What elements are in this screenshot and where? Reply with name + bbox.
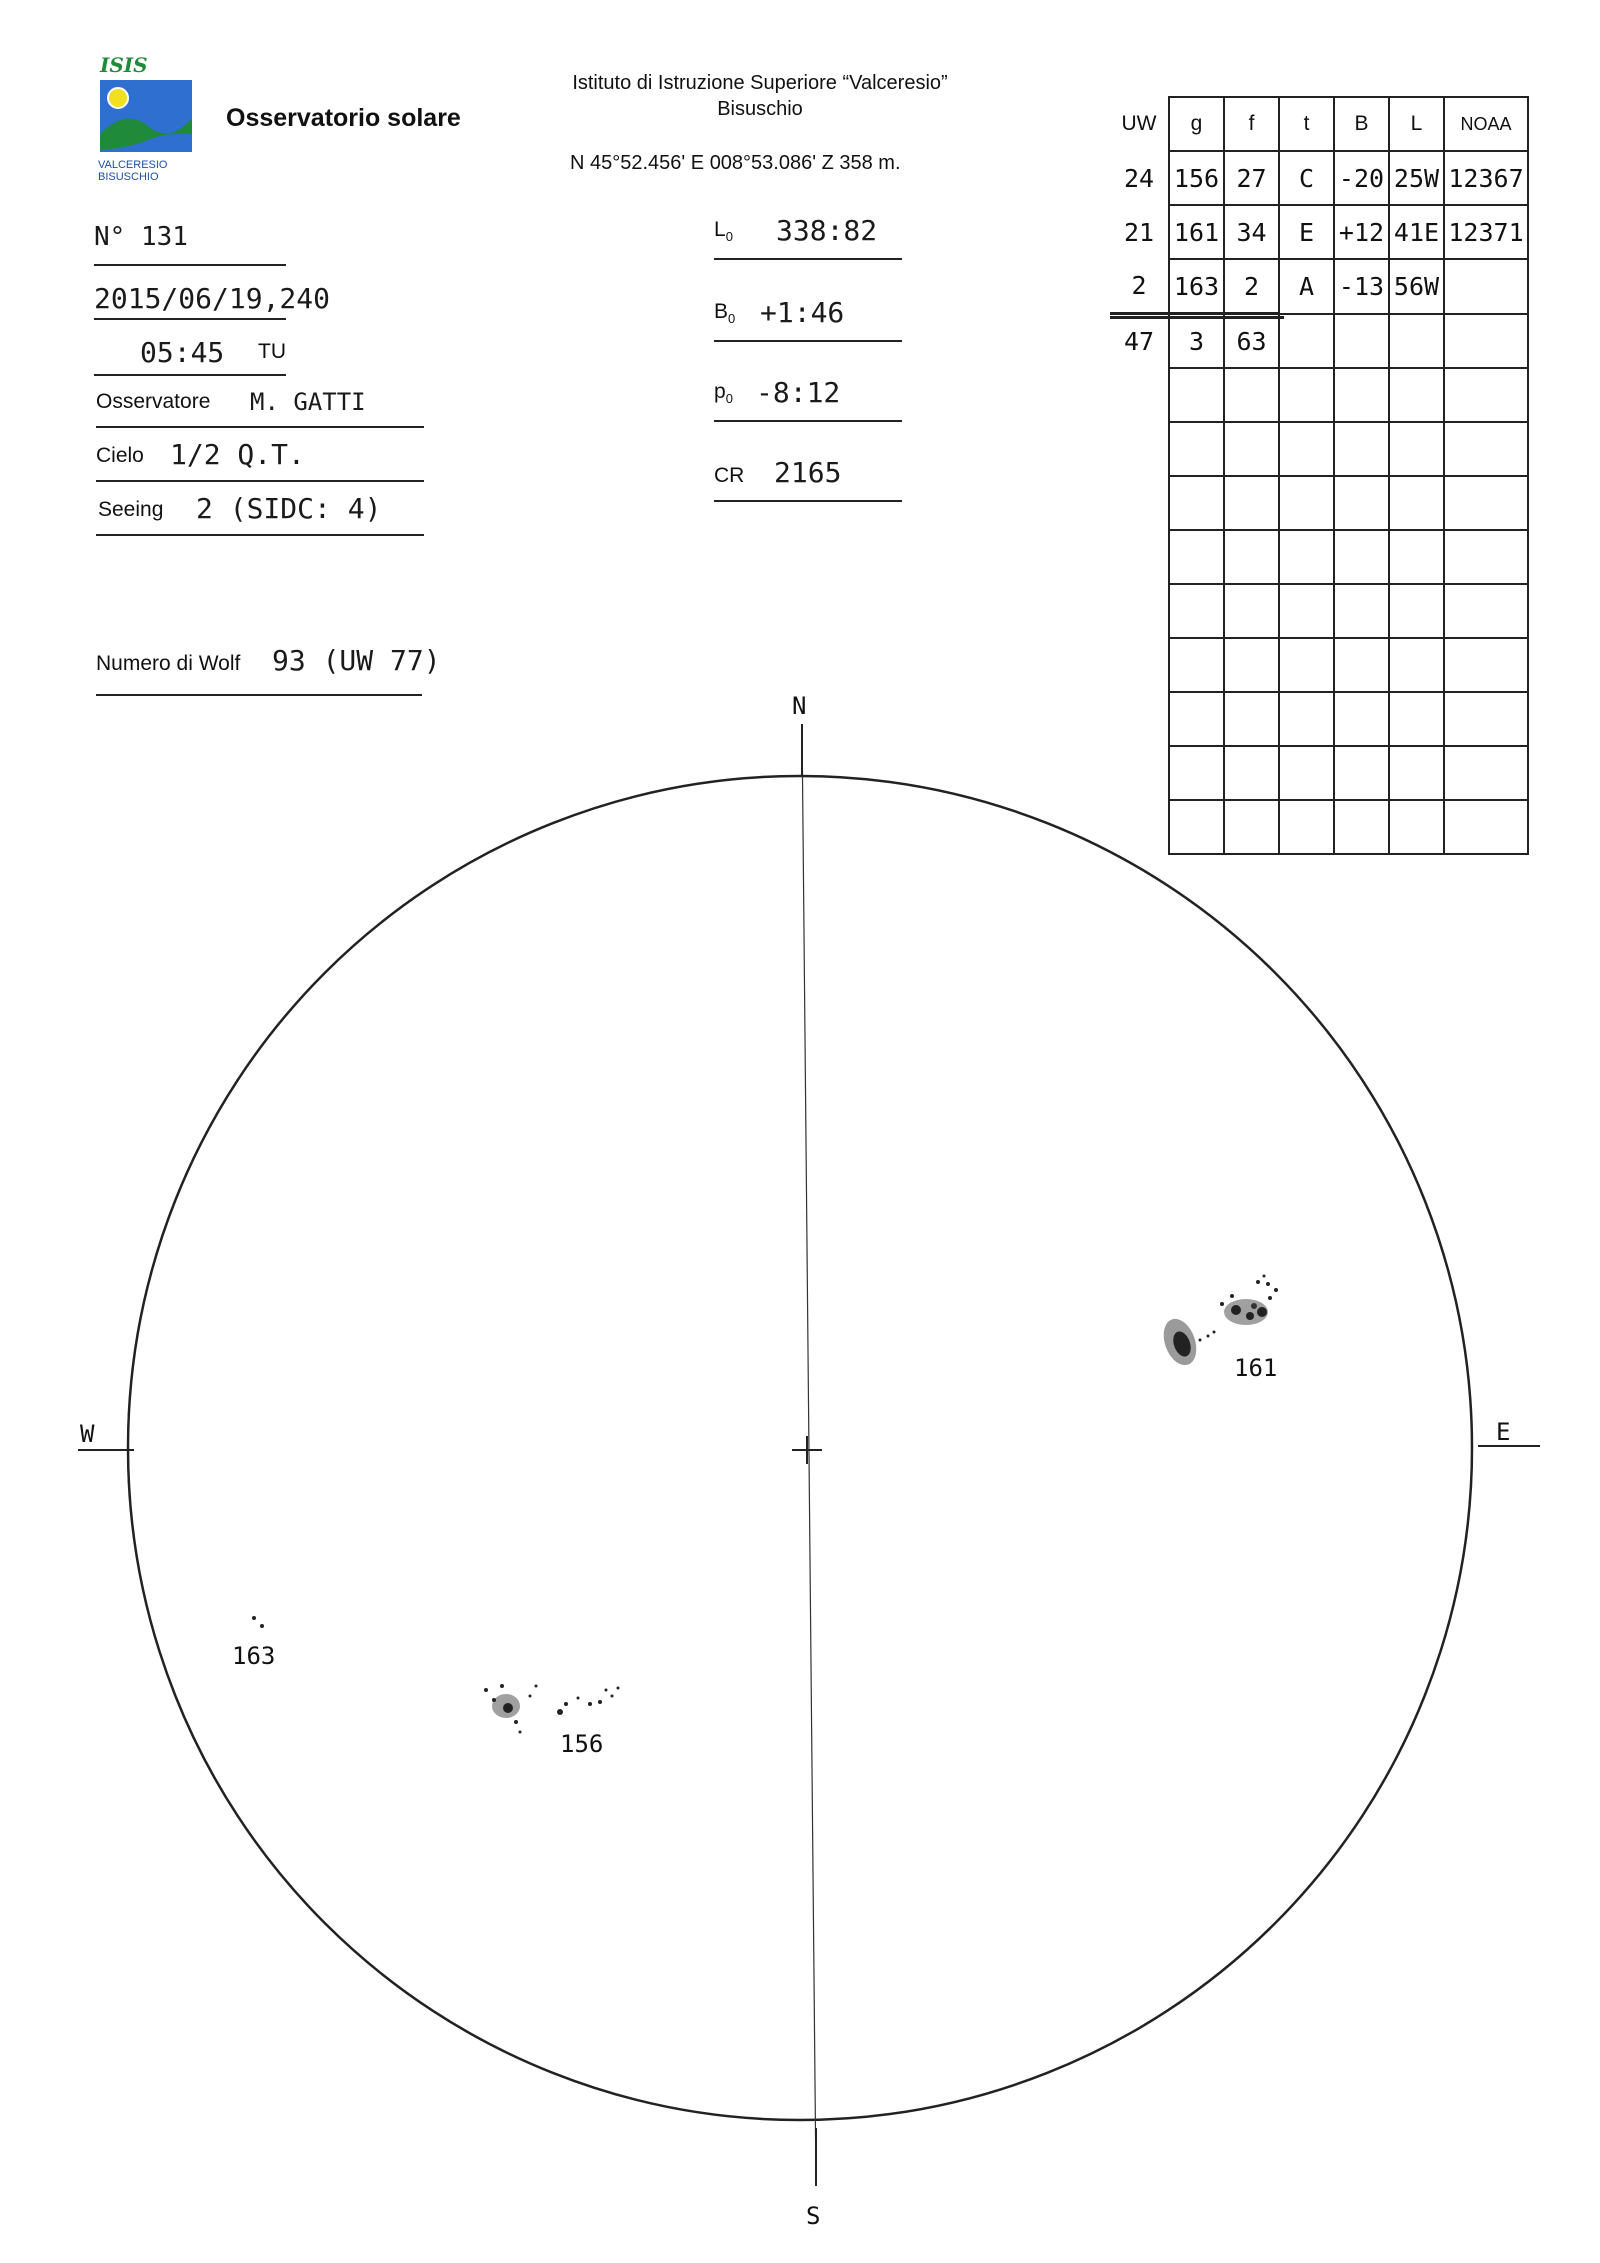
solar-limb-circle [128, 776, 1472, 2120]
observer-label: Osservatore [96, 390, 211, 413]
header-uw: UW [1121, 112, 1157, 135]
l0-label: $L_0$ [714, 218, 733, 245]
cell-group: 161 [1169, 205, 1224, 259]
east-label: E [1496, 1418, 1511, 1446]
cell-type: C [1279, 151, 1334, 205]
total-uw: 47 [1110, 314, 1169, 369]
observer-value: M. GATTI [250, 388, 366, 416]
p0-label: $p_0$ [714, 380, 733, 407]
header-g: g [1169, 97, 1224, 151]
carrington-rotation-value: 2165 [774, 456, 842, 489]
b0-value: +1:46 [760, 296, 845, 329]
observation-date: 2015/06/19,240 [94, 282, 331, 315]
north-south-axis [802, 724, 816, 2186]
cell-group: 156 [1169, 151, 1224, 205]
time-unit: TU [258, 340, 286, 363]
cell-uw: 2 [1131, 271, 1147, 300]
group-label-156: 156 [560, 1730, 604, 1758]
total-spots: 63 [1224, 314, 1279, 369]
observatory-coordinates: N 45°52.456' E 008°53.086' Z 358 m. [570, 152, 901, 174]
header-noaa: NOAA [1444, 97, 1528, 151]
cell-latitude: -20 [1334, 151, 1389, 205]
cell-type: E [1279, 205, 1334, 259]
cell-noaa: 12367 [1444, 151, 1528, 205]
cell-longitude: 41E [1389, 205, 1444, 259]
cell-latitude: -13 [1334, 259, 1389, 314]
sky-label: Cielo [96, 444, 144, 467]
logo-subtext: VALCERESIO [98, 159, 168, 171]
cell-spots: 2 [1224, 259, 1279, 314]
sunspot-group-156 [484, 1684, 620, 1734]
cell-spots: 34 [1224, 205, 1279, 259]
cell-spots: 27 [1224, 151, 1279, 205]
west-label: W [80, 1420, 95, 1448]
logo-wordmark: ISIS [100, 56, 148, 77]
cell-uw: 21 [1123, 217, 1155, 247]
total-groups: 3 [1169, 314, 1224, 369]
p0-value: -8:12 [756, 376, 841, 409]
header-t: t [1279, 97, 1334, 151]
group-label-163: 163 [232, 1642, 276, 1670]
svg-text:BISUSCHIO: BISUSCHIO [98, 171, 159, 183]
cell-longitude: 56W [1389, 259, 1444, 314]
institute-line-2: Bisuschio [717, 98, 803, 120]
totals-separator [1110, 316, 1284, 319]
sunspot-group-163 [252, 1616, 264, 1628]
observation-time: 05:45 [140, 336, 225, 369]
north-label: N [792, 692, 807, 720]
header-l: L [1389, 97, 1444, 151]
cell-group: 163 [1169, 259, 1224, 314]
header-b: B [1334, 97, 1389, 151]
cell-latitude: +12 [1334, 205, 1389, 259]
group-label-161: 161 [1234, 1354, 1278, 1382]
b0-label: $B_0$ [714, 300, 736, 327]
seeing-label: Seeing [98, 498, 164, 521]
cell-type: A [1279, 259, 1334, 314]
cell-noaa: 12371 [1444, 205, 1528, 259]
observatory-title: Osservatorio solare [226, 104, 461, 132]
wolf-number-value: 93 (UW 77) [272, 644, 441, 677]
south-label: S [806, 2202, 821, 2230]
l0-value: 338:82 [776, 214, 878, 247]
sheet-number: N° 131 [94, 222, 188, 252]
sky-value: 1/2 Q.T. [170, 438, 305, 471]
cell-uw: 24 [1123, 163, 1155, 193]
seeing-value: 2 (SIDC: 4) [196, 492, 382, 525]
carrington-rotation-label: CR [714, 464, 745, 487]
institute-line-1: Istituto di Istruzione Superiore “Valceresio” [572, 72, 948, 94]
wolf-number-label: Numero di Wolf [96, 652, 241, 675]
cell-longitude: 25W [1389, 151, 1444, 205]
header-f: f [1224, 97, 1279, 151]
